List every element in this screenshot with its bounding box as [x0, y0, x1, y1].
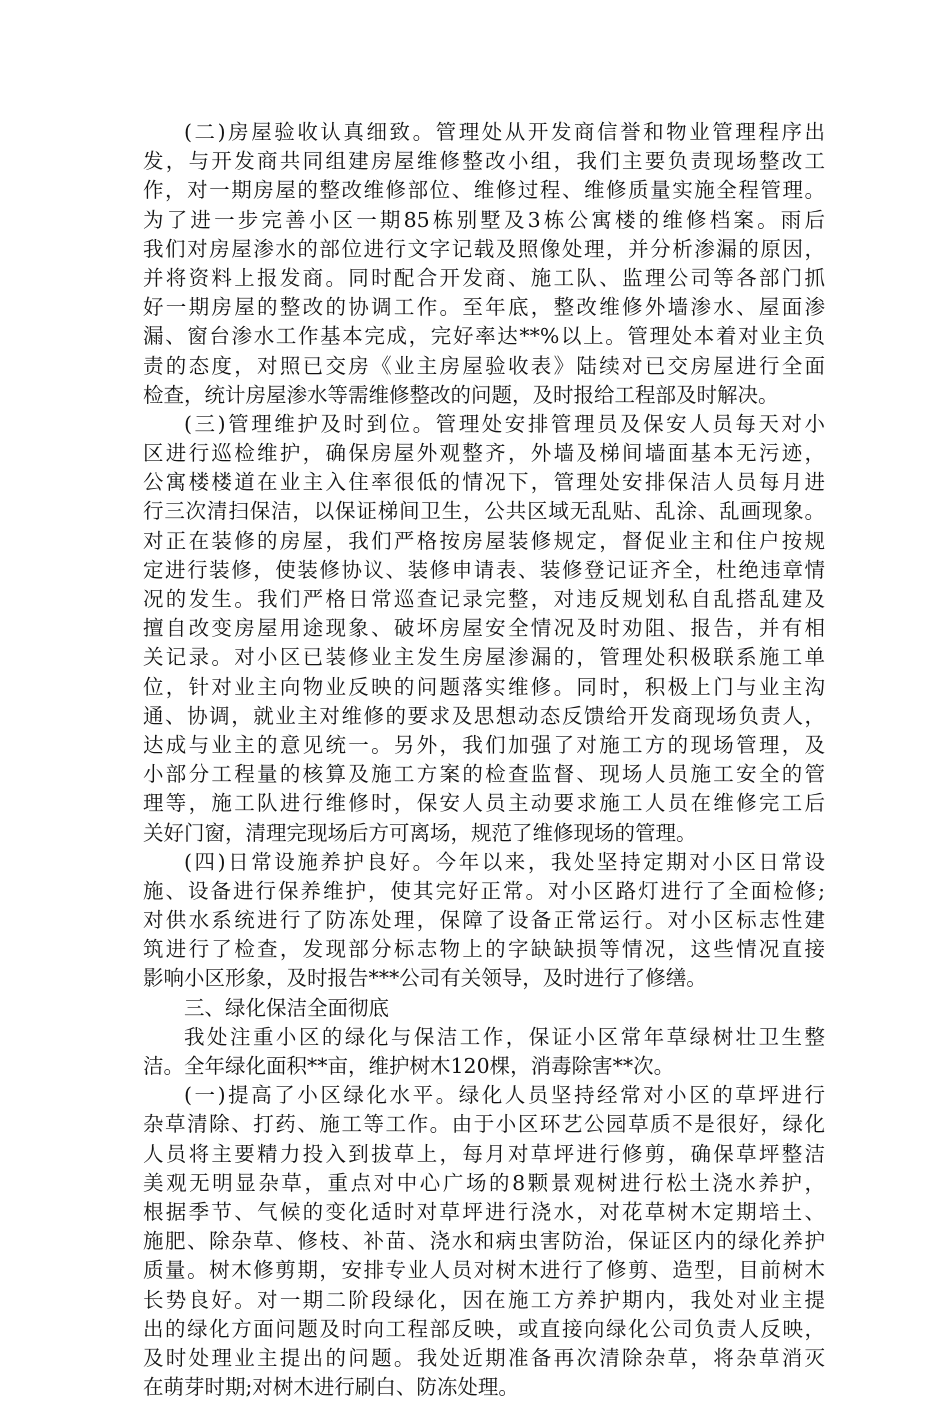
- text-line: 质量。树木修剪期，安排专业人员对树木进行了修剪、造型，目前树木: [143, 1258, 825, 1283]
- text-line: 施、设备进行保养维护，使其完好正常。对小区路灯进行了全面检修;: [143, 878, 825, 903]
- text-line: 作，对一期房屋的整改维修部位、维修过程、维修质量实施全程管理。: [143, 178, 825, 203]
- text-line: 在萌芽时期;对树木进行刷白、防冻处理。: [143, 1375, 519, 1400]
- text-line: (四)日常设施养护良好。今年以来，我处坚持定期对小区日常设: [184, 849, 825, 874]
- text-line: 长势良好。对一期二阶段绿化，因在施工方养护期内，我处对业主提: [143, 1287, 825, 1312]
- text-line: 公寓楼楼道在业主入住率很低的情况下，管理处安排保洁人员每月进: [143, 470, 825, 495]
- text-line: 美观无明显杂草，重点对中心广场的8颗景观树进行松土浇水养护，: [143, 1170, 825, 1195]
- text-line: 况的发生。我们严格日常巡查记录完整，对违反规划私自乱搭乱建及: [143, 587, 825, 611]
- text-line: 影响小区形象，及时报告***公司有关领导，及时进行了修缮。: [143, 966, 707, 991]
- text-line: 关记录。对小区已装修业主发生房屋渗漏的，管理处积极联系施工单: [143, 645, 825, 670]
- text-line: 并将资料上报发商。同时配合开发商、施工队、监理公司等各部门抓: [143, 265, 825, 290]
- text-line: 关好门窗，清理完现场后方可离场，规范了维修现场的管理。: [143, 820, 697, 845]
- text-line: 理等，施工队进行维修时，保安人员主动要求施工人员在维修完工后: [143, 791, 825, 816]
- text-line: 行三次清扫保洁，以保证梯间卫生，公共区域无乱贴、乱涂、乱画现象。: [143, 499, 825, 524]
- text-line: 我们对房屋渗水的部位进行文字记载及照像处理，并分析渗漏的原因，: [143, 236, 825, 261]
- text-line: 发，与开发商共同组建房屋维修整改小组，我们主要负责现场整改工: [143, 149, 825, 174]
- text-line: 检查，统计房屋渗水等需维修整改的问题，及时报给工程部及时解决。: [143, 382, 779, 407]
- text-line: 位，针对业主向物业反映的问题落实维修。同时，积极上门与业主沟: [143, 674, 825, 699]
- text-line: 责的态度，对照已交房《业主房屋验收表》陆续对已交房屋进行全面: [143, 353, 825, 378]
- text-line: (一)提高了小区绿化水平。绿化人员坚持经常对小区的草坪进行: [184, 1083, 825, 1108]
- text-line: 好一期房屋的整改的协调工作。至年底，整改维修外墙渗水、屋面渗: [143, 295, 825, 320]
- text-line: 漏、窗台渗水工作基本完成，完好率达**%以上。管理处本着对业主负: [143, 324, 825, 349]
- text-line: 及时处理业主提出的问题。我处近期准备再次清除杂草，将杂草消灭: [143, 1345, 825, 1370]
- text-line: 三、绿化保洁全面彻底: [184, 995, 389, 1020]
- text-line: 擅自改变房屋用途现象、破坏房屋安全情况及时劝阻、报告，并有相: [143, 616, 825, 641]
- text-line: 根据季节、气候的变化适时对草坪进行浇水，对花草树木定期培土、: [143, 1199, 825, 1224]
- text-line: 为了进一步完善小区一期85栋别墅及3栋公寓楼的维修档案。雨后: [143, 207, 825, 232]
- text-line: 我处注重小区的绿化与保洁工作，保证小区常年草绿树壮卫生整: [184, 1024, 825, 1049]
- text-line: 洁。全年绿化面积**亩，维护树木120棵，消毒除害**次。: [143, 1054, 675, 1078]
- text-line: 通、协调，就业主对维修的要求及思想动态反馈给开发商现场负责人，: [143, 703, 825, 728]
- text-line: 定进行装修，使装修协议、装修申请表、装修登记证齐全，杜绝违章情: [143, 557, 825, 582]
- text-line: 对供水系统进行了防冻处理，保障了设备正常运行。对小区标志性建: [143, 908, 825, 933]
- document-body: [143, 118, 825, 1402]
- text-line: 区进行巡检维护，确保房屋外观整齐，外墙及梯间墙面基本无污迹，: [143, 441, 825, 466]
- text-line: 筑进行了检查，发现部分标志物上的字缺缺损等情况，这些情况直接: [143, 937, 825, 962]
- text-line: 小部分工程量的核算及施工方案的检查监督、现场人员施工安全的管: [143, 762, 825, 787]
- text-line: (三)管理维护及时到位。管理处安排管理员及保安人员每天对小: [184, 411, 825, 436]
- text-line: 达成与业主的意见统一。另外，我们加强了对施工方的现场管理，及: [143, 732, 825, 757]
- text-line: 对正在装修的房屋，我们严格按房屋装修规定，督促业主和住户按规: [143, 528, 825, 553]
- text-line: 人员将主要精力投入到拔草上，每月对草坪进行修剪，确保草坪整洁: [143, 1141, 825, 1166]
- text-line: (二)房屋验收认真细致。管理处从开发商信誉和物业管理程序出: [184, 120, 825, 144]
- text-line: 出的绿化方面问题及时向工程部反映，或直接向绿化公司负责人反映，: [143, 1316, 825, 1341]
- text-line: 施肥、除杂草、修枝、补苗、浇水和病虫害防治，保证区内的绿化养护: [143, 1229, 825, 1254]
- text-line: 杂草清除、打药、施工等工作。由于小区环艺公园草质不是很好，绿化: [143, 1112, 825, 1137]
